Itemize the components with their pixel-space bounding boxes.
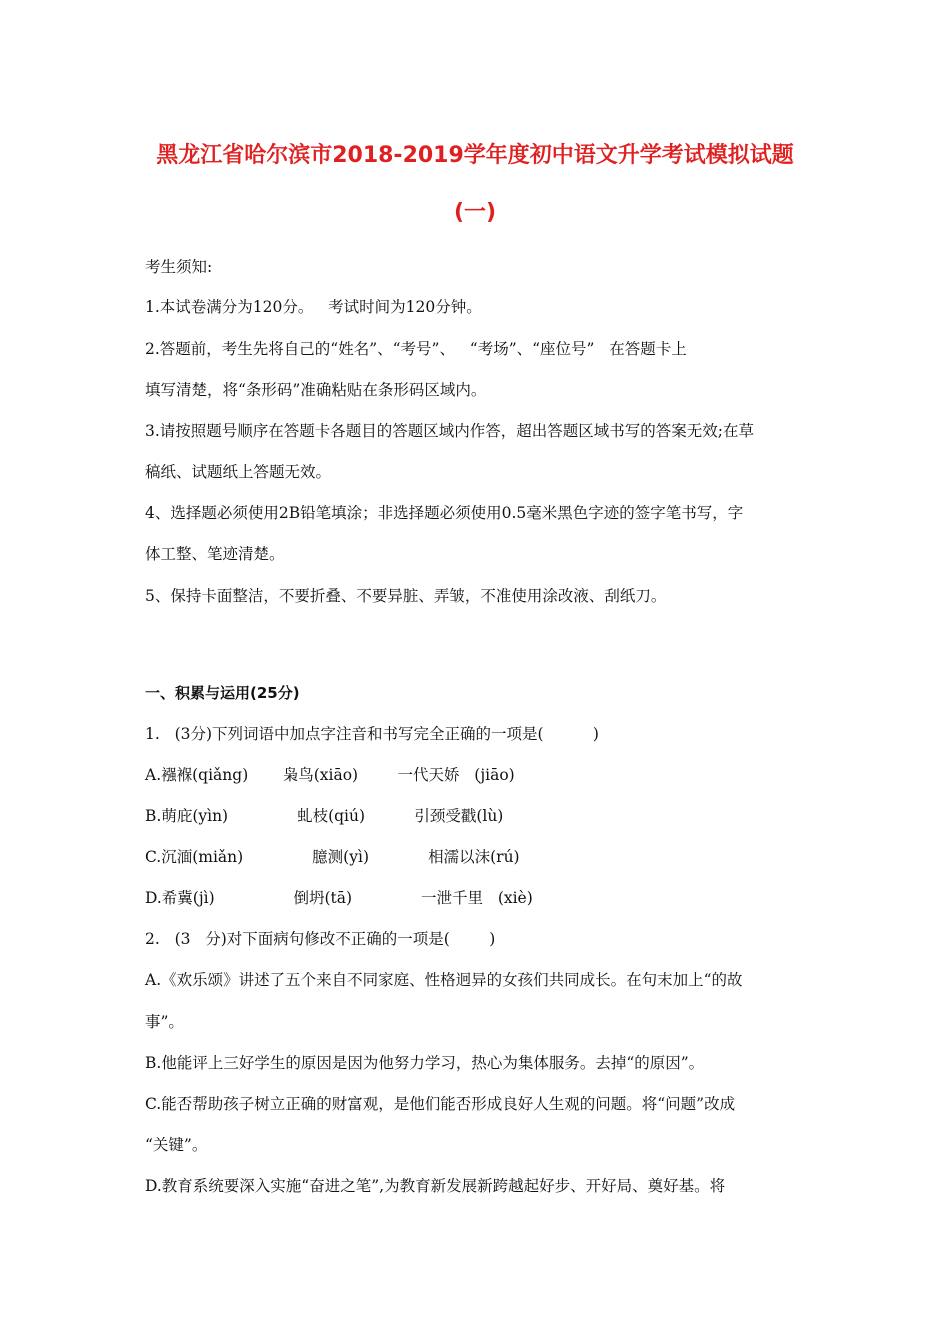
question-1-option-c: C.沉湎(miǎn) 臆测(yì) 相濡以沫(rú) <box>145 848 520 866</box>
question-1-option-b: B.萌庇(yìn) 虬枝(qiú) 引颈受戳(lù) <box>145 807 504 825</box>
notice-item: 填写清楚，将“条形码”准确粘贴在条形码区域内。 <box>145 381 487 399</box>
question-2-stem: 2. (3 分)对下面病句修改不正确的一项是( ) <box>145 930 496 948</box>
exam-title-number: (一) <box>453 200 497 225</box>
question-1-option-a: A.襁褓(qiǎng) 枭鸟(xiāo) 一代天娇 (jiāo) <box>145 766 515 784</box>
exam-title: 黑龙江省哈尔滨市2018-2019学年度初中语文升学考试模拟试题 <box>156 143 794 168</box>
question-2-line: C.能否帮助孩子树立正确的财富观，是他们能否形成良好人生观的问题。将“问题”改成 <box>145 1095 736 1113</box>
notice-heading: 考生须知: <box>145 258 213 276</box>
section-heading: 一、积累与运用(25分) <box>145 684 300 702</box>
question-2-line: D.教育系统要深入实施“奋进之笔”,为教育新发展新跨越起好步、开好局、奠好基。将 <box>145 1177 726 1195</box>
notice-item: 2.答题前，考生先将自己的“姓名”、“考号”、 “考场”、“座位号” 在答题卡上 <box>145 340 687 358</box>
notice-item: 4、选择题必须使用2B铅笔填涂；非选择题必须使用0.5毫米黑色字迹的签字笔书写，字 <box>145 504 744 522</box>
question-1-option-d: D.希冀(jì) 倒坍(tā) 一泄千里 (xiè) <box>145 889 533 907</box>
question-2-line: A.《欢乐颂》讲述了五个来自不同家庭、性格迥异的女孩们共同成长。在句末加上“的故 <box>145 971 743 989</box>
question-1-stem: 1. (3分)下列词语中加点字注音和书写完全正确的一项是( ) <box>145 725 599 743</box>
question-2-line: “关键”。 <box>145 1136 208 1154</box>
notice-item: 稿纸、试题纸上答题无效。 <box>145 463 332 481</box>
notice-item: 1.本试卷满分为120分。 考试时间为120分钟。 <box>145 298 482 316</box>
question-2-line: 事”。 <box>145 1013 184 1031</box>
notice-item: 体工整、笔迹清楚。 <box>145 545 285 563</box>
notice-item: 3.请按照题号顺序在答题卡各题目的答题区域内作答，超出答题区域书写的答案无效;在草 <box>145 422 755 440</box>
notice-item: 5、保持卡面整洁，不要折叠、不要异脏、弄皱，不准使用涂改液、刮纸刀。 <box>145 587 667 605</box>
question-2-line: B.他能评上三好学生的原因是因为他努力学习，热心为集体服务。去掉“的原因”。 <box>145 1054 705 1072</box>
